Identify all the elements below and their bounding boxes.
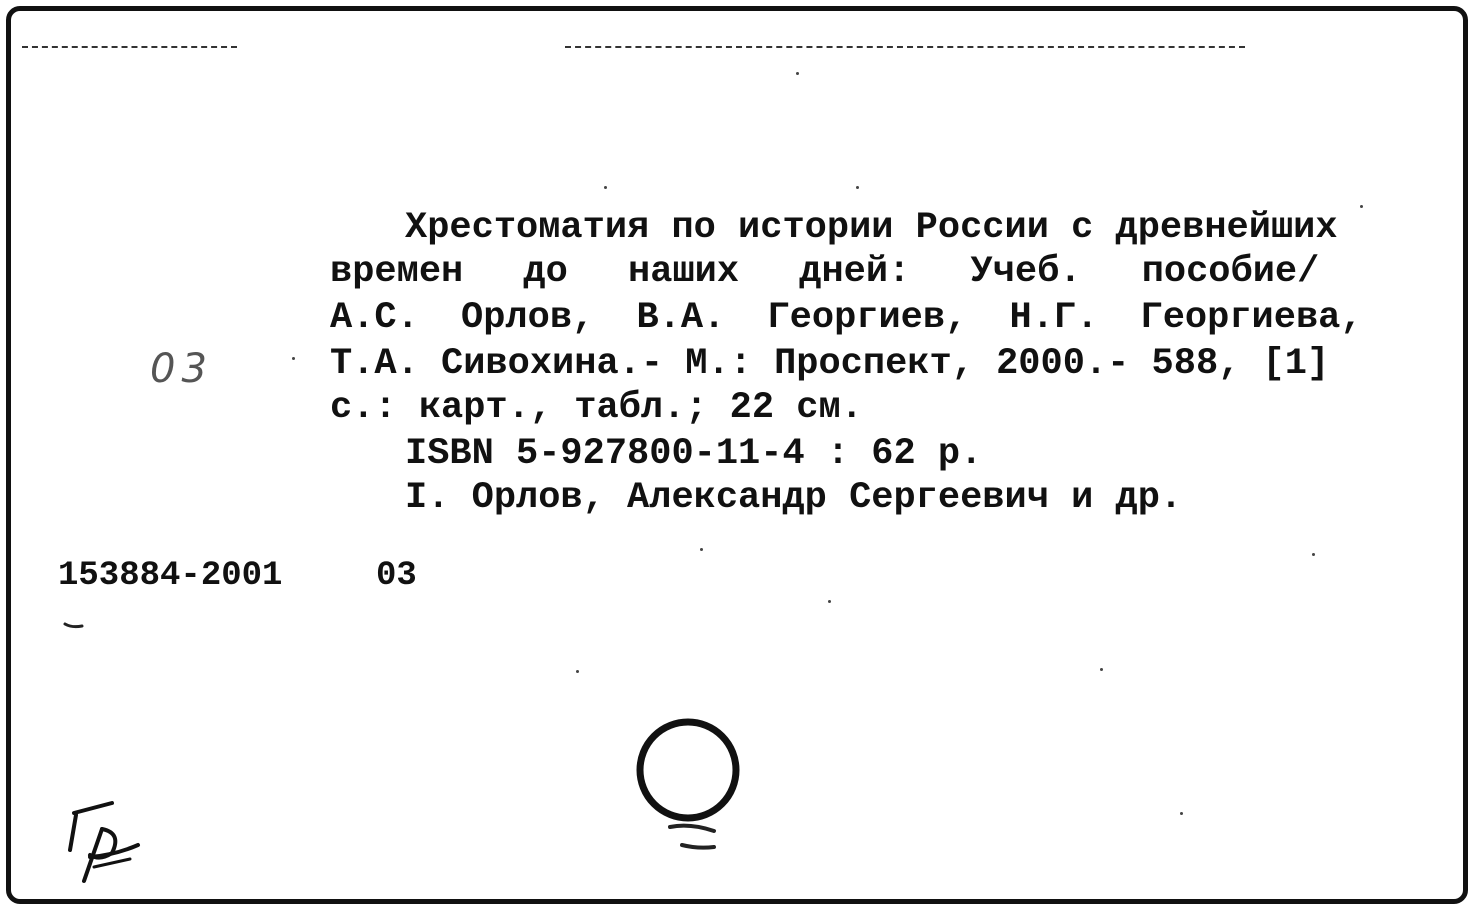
handwritten-shelf-mark: 03 bbox=[150, 346, 213, 392]
scan-speck bbox=[292, 357, 295, 360]
scan-speck bbox=[576, 670, 579, 673]
scan-speck bbox=[1180, 812, 1183, 815]
scan-speck bbox=[700, 548, 703, 551]
handwritten-initials-signature bbox=[60, 795, 160, 890]
entry-line-1: Хрестоматия по истории России с древнейших bbox=[405, 207, 1338, 249]
isbn-line: ISBN 5-927800-11-4 : 62 р. bbox=[405, 433, 983, 475]
entry-line-2 bbox=[330, 250, 1438, 295]
scan-speck bbox=[796, 72, 799, 75]
entry-line-4: Т.А. Сивохина.- М.: Проспект, 2000.- 588, [1] bbox=[330, 343, 1330, 385]
scan-speck bbox=[604, 186, 607, 189]
scan-speck bbox=[1312, 553, 1315, 556]
entry-line-3: А.С. Орлов, В.А. Георгиев, Н.Г. Георгиева, bbox=[330, 297, 1363, 339]
accession-number: 153884-2001 bbox=[58, 557, 283, 595]
scan-speck bbox=[856, 186, 859, 189]
entry-line-5: с.: карт., табл.; 22 см. bbox=[330, 387, 863, 429]
scan-speck bbox=[1100, 668, 1103, 671]
classification-code: 03 bbox=[376, 557, 417, 595]
punch-hole-circle bbox=[630, 715, 750, 855]
added-entry-line: I. Орлов, Александр Сергеевич и др. bbox=[405, 477, 1183, 519]
small-tick-mark bbox=[62, 618, 86, 632]
scan-speck bbox=[1360, 205, 1363, 208]
scan-speck bbox=[828, 600, 831, 603]
entry-line-2-text: времен до наших дней: Учеб. пособие/ bbox=[330, 251, 1320, 293]
